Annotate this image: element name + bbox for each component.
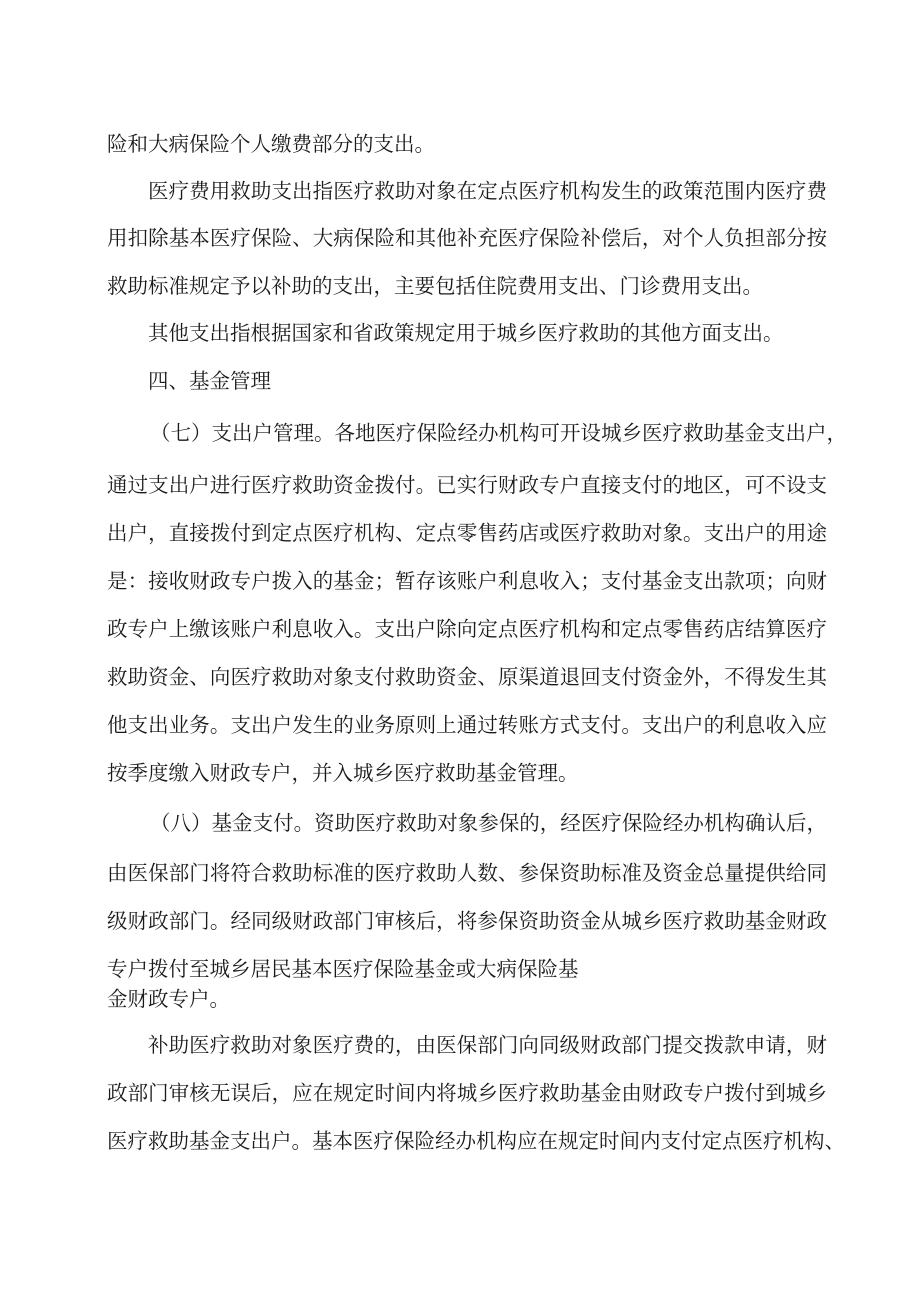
text-line: 其他支出指根据国家和省政策规定用于城乡医疗救助的其他方面支出。 bbox=[148, 321, 784, 345]
text-line: 政部门审核无误后，应在规定时间内将城乡医疗救助基金由财政专户拨付到城乡 bbox=[107, 1081, 827, 1105]
text-line: 他支出业务。支出户发生的业务原则上通过转账方式支付。支出户的利息收入应 bbox=[107, 713, 827, 737]
text-line: 出户，直接拨付到定点医疗机构、定点零售药店或医疗救助对象。支出户的用途 bbox=[107, 521, 827, 545]
text-line: 是：接收财政专户拨入的基金；暂存该账户利息收入；支付基金支出款项；向财 bbox=[107, 569, 827, 593]
text-line: 级财政部门。经同级财政部门审核后，将参保资助资金从城乡医疗救助基金财政 bbox=[107, 909, 827, 933]
text-line: 补助医疗救助对象医疗费的，由医保部门向同级财政部门提交拨款申请，财 bbox=[148, 1033, 827, 1057]
text-line: 政专户上缴该账户利息收入。支出户除向定点医疗机构和定点零售药店结算医疗 bbox=[107, 617, 827, 641]
text-line: 专户拨付至城乡居民基本医疗保险基金或大病保险基 bbox=[107, 957, 579, 981]
text-line: 医疗费用救助支出指医疗救助对象在定点医疗机构发生的政策范围内医疗费 bbox=[148, 179, 827, 203]
text-line: 救助资金、向医疗救助对象支付救助资金、原渠道退回支付资金外，不得发生其 bbox=[107, 665, 827, 689]
text-line: （八）基金支付。资助医疗救助对象参保的，经医疗保险经办机构确认后， bbox=[150, 811, 827, 835]
text-line: 按季度缴入财政专户，并入城乡医疗救助基金管理。 bbox=[107, 761, 579, 785]
text-line: 金财政专户。 bbox=[107, 987, 230, 1011]
section-heading: 四、基金管理 bbox=[148, 369, 271, 393]
text-line: 由医保部门将符合救助标准的医疗救助人数、参保资助标准及资金总量提供给同 bbox=[107, 861, 827, 885]
text-line: 通过支出户进行医疗救助资金拨付。已实行财政专户直接支付的地区，可不设支 bbox=[107, 473, 827, 497]
text-line: 救助标准规定予以补助的支出，主要包括住院费用支出、门诊费用支出。 bbox=[107, 274, 763, 298]
text-line: 用扣除基本医疗保险、大病保险和其他补充医疗保险补偿后，对个人负担部分按 bbox=[107, 226, 827, 250]
text-line: （七）支出户管理。各地医疗保险经办机构可开设城乡医疗救助基金支出户， bbox=[150, 421, 847, 445]
text-line: 医疗救助基金支出户。基本医疗保险经办机构应在规定时间内支付定点医疗机构、 bbox=[107, 1129, 845, 1153]
text-line: 险和大病保险个人缴费部分的支出。 bbox=[107, 132, 435, 156]
